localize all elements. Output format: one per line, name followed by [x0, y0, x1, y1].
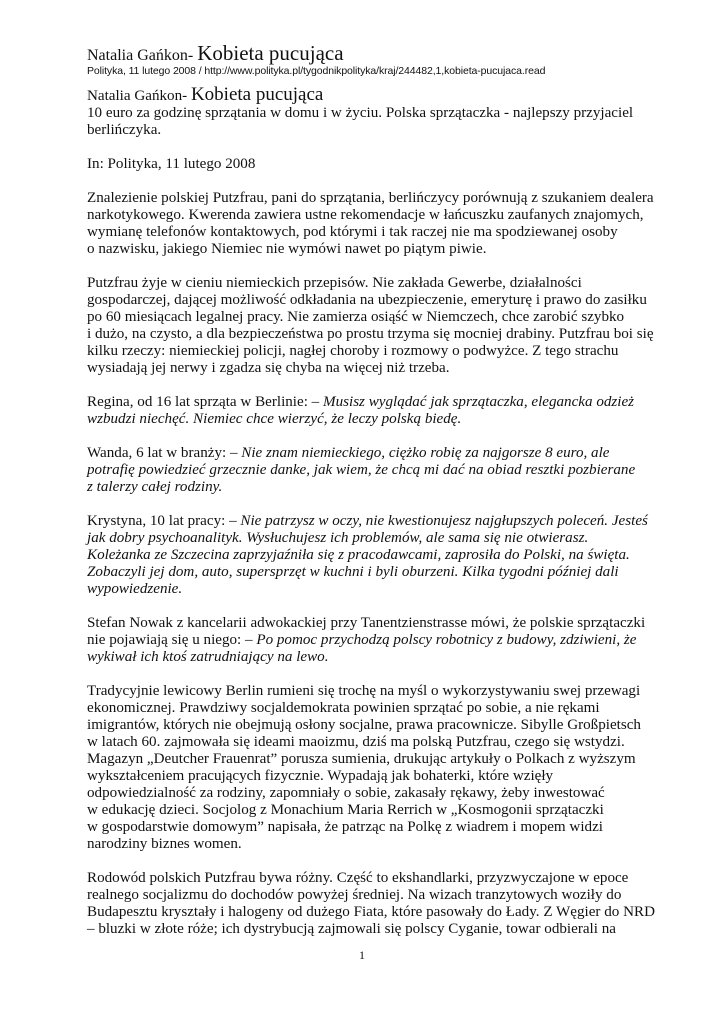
text-line: narodziny biznes women.	[87, 836, 242, 852]
text-line: Tradycyjnie lewicowy Berlin rumieni się trochę na myśl o wykorzystywaniu swej przewagi	[87, 683, 641, 699]
text-line: Stefan Nowak z kancelarii adwokackiej przy Tanentzienstrasse mówi, że polskie sprzątaczki	[87, 615, 646, 631]
quote-text: wzbudzi niechęć. Niemiec chce wierzyć, że leczy polską biedę.	[87, 411, 462, 427]
quote-text: wykiwał ich ktoś zatrudniający na lewo.	[87, 649, 329, 665]
speaker-intro: Krystyna, 10 lat pracy: –	[87, 513, 241, 529]
text-line	[87, 649, 652, 666]
quote-text: jak dobry psychoanalityk. Wysłuchujesz ich problemów, ale sama się nie otwierasz.	[87, 530, 589, 546]
article-title: Kobieta pucująca	[190, 84, 324, 105]
text-line: realnego socjalizmu do dochodów powyżej średniej. Na wizach tranzytowych woziły do	[87, 887, 622, 903]
source-text: In: Polityka, 11 lutego 2008	[87, 156, 256, 172]
text-line	[87, 632, 652, 649]
article-author: Natalia Gańkon-	[87, 88, 191, 104]
lead-line: 10 euro za godzinę sprzątania w domu i w życiu. Polska sprzątaczka - najlepszy przyjaciel	[87, 105, 634, 121]
text-line: Budapesztu kryształy i halogeny od dużego Fiata, które pasowały do Łady. Z Węgier do NRD	[87, 904, 655, 920]
text-line: gospodarczej, dającej możliwość odkładania na ubezpieczenie, emeryturę i prawo do zasiłku	[87, 292, 647, 308]
quote-text: wypowiedzenie.	[87, 581, 183, 597]
paragraph-1	[87, 190, 652, 258]
speaker-intro: nie pojawiają się u niego: –	[87, 632, 257, 648]
document-header-title	[87, 41, 344, 66]
text-line: kilku rzeczy: niemieckiej policji, nagłej choroby i rozmowy o podwyżce. Z tego strachu	[87, 343, 619, 359]
header-title: Kobieta pucująca	[197, 41, 344, 65]
quote-text: Zobaczyli jej dom, auto, supersprzęt w kuchni i byli oburzeni. Kilka tygodni później dali	[87, 564, 619, 580]
text-line: wymianę telefonów kontaktowych, pod którymi i tak raczej nie ma spodziewanej osoby	[87, 224, 618, 240]
text-line: w latach 60. zajmowała się ideami maoizmu, dziś ma polską Putzfrau, czego się wstydzi.	[87, 734, 625, 750]
quote-text: Koleżanka ze Szczecina zaprzyjaźniła się z pracodawcami, zaprosiła do Polski, na święta.	[87, 547, 630, 563]
text-line: ekonomicznej. Prawdziwy socjaldemokrata powinien sprzątać po sobie, a nie rękami	[87, 700, 600, 716]
quote-text: Nie patrzysz w oczy, nie kwestionujesz najgłupszych poleceń. Jesteś	[240, 513, 648, 529]
quote-text: z talerzy całej rodziny.	[87, 479, 223, 495]
text-line	[87, 564, 652, 581]
quote-text: Nie znam niemieckiego, ciężko robię za najgorsze 8 euro, ale	[241, 445, 610, 461]
text-line: o nazwisku, jakiego Niemiec nie wymówi nawet po piątym piwie.	[87, 241, 487, 257]
header-source: Polityka, 11 lutego 2008 / http://www.polityka.pl/tygodnikpolityka/kraj/244482,1,kobieta-pucujaca.read	[87, 65, 546, 77]
article-heading	[87, 86, 652, 139]
text-line	[87, 547, 652, 564]
text-line: Znalezienie polskiej Putzfrau, pani do sprzątania, berlińczycy porównują z szukaniem dealera	[87, 190, 654, 206]
text-line	[87, 581, 652, 598]
paragraph-wanda	[87, 445, 652, 496]
text-line	[87, 462, 652, 479]
paragraph-regina	[87, 394, 652, 428]
text-line: Putzfrau żyje w cieniu niemieckich przepisów. Nie zakłada Gewerbe, działalności	[87, 275, 582, 291]
article-title-line	[87, 86, 652, 105]
paragraph-7	[87, 683, 652, 853]
text-line: odpowiedzialność za rodziny, zapomniały o sobie, zakasały rękawy, żeby inwestować	[87, 785, 605, 801]
paragraph-8	[87, 870, 655, 938]
text-line: i dużo, na czysto, a dla bezpieczeństwa po prostu trzyma się mocniej drabiny. Putzfrau boi się	[87, 326, 654, 342]
lead-line: berlińczyka.	[87, 122, 162, 138]
text-line	[87, 445, 652, 462]
text-line	[87, 479, 652, 496]
text-line	[87, 530, 652, 547]
text-line: w gospodarstwie domowym” napisała, że patrząc na Polkę z wiadrem i mopem widzi	[87, 819, 603, 835]
text-line	[87, 394, 652, 411]
header-author: Natalia Gańkon-	[87, 47, 198, 64]
quote-text: Po pomoc przychodzą polscy robotnicy z budowy, zdziwieni, że	[256, 632, 637, 648]
paragraph-2	[87, 275, 652, 377]
text-line: Rodowód polskich Putzfrau bywa różny. Część to ekshandlarki, przyzwyczajone w epoce	[87, 870, 629, 886]
text-line: – bluzki w złote róże; ich dystrybucją zajmowali się polscy Cyganie, towar odbierali na	[87, 921, 616, 937]
speaker-intro: Regina, od 16 lat sprząta w Berlinie: –	[87, 394, 323, 410]
text-line: narkotykowego. Kwerenda zawiera ustne rekomendacje w łańcuszku zaufanych znajomych,	[87, 207, 644, 223]
text-line: imigrantów, których nie obejmują osłony socjalne, prawa pracownicze. Sibylle Großpietsch	[87, 717, 641, 733]
page-number: 1	[359, 948, 365, 962]
text-line	[87, 411, 652, 428]
paragraph-krystyna	[87, 513, 652, 598]
speaker-intro: Wanda, 6 lat w branży: –	[87, 445, 242, 461]
text-line	[87, 513, 652, 530]
text-line: w edukację dzieci. Socjolog z Monachium Maria Rerrich w „Kosmogonii sprzątaczki	[87, 802, 604, 818]
quote-text: potrafię powiedzieć grzecznie danke, jak wiem, że chcą mi dać na obiad resztki pozbierane	[87, 462, 636, 478]
text-line: wysiadają jej nerwy i zgadza się chyba na więcej niż trzeba.	[87, 360, 450, 376]
source-line	[87, 156, 652, 173]
text-line: wykształceniem pracujących fizycznie. Wypadają jak bohaterki, które wzięły	[87, 768, 554, 784]
text-line: po 60 miesiącach legalnej pracy. Nie zamierza osiąść w Niemczech, chce zarobić szybko	[87, 309, 625, 325]
quote-text: Musisz wyglądać jak sprzątaczka, elegancka odzież	[323, 394, 635, 410]
article-body	[87, 84, 655, 955]
paragraph-nowak	[87, 615, 652, 666]
text-line: Magazyn „Deutcher Frauenrat” porusza sumienia, drukując artykuły o Polkach z wyższym	[87, 751, 636, 767]
